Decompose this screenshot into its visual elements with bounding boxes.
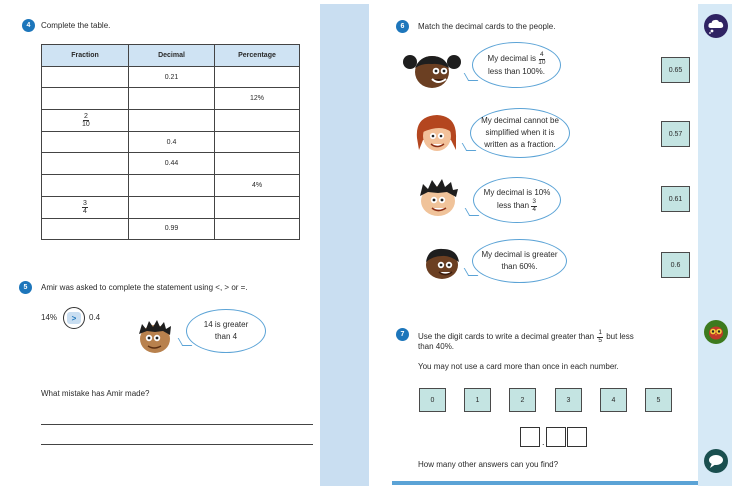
denominator: 4 (83, 207, 87, 215)
fraction-cell[interactable] (42, 110, 129, 132)
question-7-rule: You may not use a card more than once in each number. (418, 362, 619, 371)
center-divider-bar (320, 4, 369, 486)
person-3-speech-bubble (473, 177, 561, 223)
numerator: 4 (540, 51, 544, 58)
question-5-number: 5 (19, 281, 32, 294)
table-row (42, 175, 300, 197)
question-7-ask: How many other answers can you find? (418, 460, 559, 469)
decimal-card[interactable]: 0.61 (661, 186, 690, 212)
decimal-cell[interactable] (129, 196, 215, 218)
fraction-value (82, 113, 90, 128)
fraction-cell[interactable] (42, 218, 129, 240)
answer-line[interactable] (41, 444, 313, 445)
percentage-cell[interactable] (215, 218, 300, 240)
question-6-prompt: Match the decimal cards to the people. (418, 22, 556, 31)
decimal-point: . (542, 437, 545, 447)
header-fraction: Fraction (42, 45, 129, 67)
digit-card[interactable]: 0 (419, 388, 446, 412)
numerator: 3 (83, 199, 87, 207)
decimal-cell[interactable]: 0.4 (129, 131, 215, 153)
numerator: 3 (532, 198, 536, 205)
percentage-cell[interactable]: 4% (215, 175, 300, 197)
digit-card[interactable]: 1 (464, 388, 491, 412)
decimal-cell[interactable] (129, 110, 215, 132)
bubble-3-line-1: My decimal is 10% (483, 188, 551, 197)
table-header-row (42, 45, 300, 67)
fraction-value (82, 200, 88, 215)
answer-box[interactable] (520, 427, 540, 447)
owl-icon (704, 320, 728, 344)
girl-avatar (402, 50, 462, 92)
numerator: 1 (598, 329, 602, 336)
percentage-cell[interactable] (215, 66, 300, 88)
bubble-1-pre: My decimal is (487, 54, 536, 64)
thinking-cloud-icon (704, 14, 728, 38)
amir-speech-bubble (186, 309, 266, 353)
speech-bubble-icon (704, 449, 728, 473)
fraction-four-tenths (538, 52, 545, 66)
table-row (42, 88, 300, 110)
red-hair-girl-avatar (413, 110, 461, 156)
answer-box[interactable] (567, 427, 587, 447)
percentage-cell[interactable]: 12% (215, 88, 300, 110)
table-row (42, 196, 300, 218)
header-decimal: Decimal (129, 45, 215, 67)
digit-card[interactable]: 5 (645, 388, 672, 412)
right-margin-strip (698, 4, 732, 486)
comparison-symbol: > (67, 312, 81, 324)
digit-card[interactable]: 3 (555, 388, 582, 412)
answer-box[interactable] (546, 427, 566, 447)
person-2-speech-bubble (470, 108, 570, 158)
decimal-cell[interactable]: 0.99 (129, 218, 215, 240)
denominator: 4 (532, 205, 536, 213)
percentage-cell[interactable] (215, 131, 300, 153)
right-value: 0.4 (89, 313, 101, 322)
prompt-post: but less (606, 332, 634, 342)
fraction-cell[interactable] (42, 88, 129, 110)
denominator: 10 (82, 120, 90, 128)
bubble-4-line-2: than 60%. (501, 262, 538, 271)
question-4-prompt: Complete the table. (41, 21, 111, 30)
digit-card[interactable]: 4 (600, 388, 627, 412)
decimal-card[interactable]: 0.6 (661, 252, 690, 278)
percentage-cell[interactable] (215, 153, 300, 175)
fraction-table (41, 44, 300, 240)
question-7-number: 7 (396, 328, 409, 341)
question-4-number: 4 (22, 19, 35, 32)
left-value: 14% (41, 313, 58, 322)
bubble-1-post: less than 100%. (488, 67, 545, 76)
amir-avatar (133, 316, 177, 356)
bubble-2-line-3: written as a fraction. (484, 140, 556, 149)
fraction-cell[interactable] (42, 153, 129, 175)
question-5-ask: What mistake has Amir made? (41, 389, 150, 398)
fraction-three-quarters (531, 199, 537, 213)
bottom-rule (392, 481, 698, 485)
comparison-circle[interactable] (63, 307, 85, 329)
header-percentage: Percentage (215, 45, 300, 67)
fraction-cell[interactable] (42, 131, 129, 153)
numerator: 2 (83, 112, 88, 120)
table-row (42, 153, 300, 175)
bubble-4-line-1: My decimal is greater (481, 250, 558, 259)
speech-line-1: 14 is greater (203, 320, 249, 330)
question-5-prompt: Amir was asked to complete the statement using <, > or =. (41, 283, 248, 292)
decimal-card[interactable]: 0.65 (661, 57, 690, 83)
boy-avatar (413, 177, 463, 219)
percentage-cell[interactable] (215, 196, 300, 218)
decimal-cell[interactable]: 0.44 (129, 153, 215, 175)
decimal-cell[interactable]: 0.21 (129, 66, 215, 88)
bubble-2-line-1: My decimal cannot be (481, 116, 559, 125)
fraction-cell[interactable] (42, 175, 129, 197)
fraction-cell[interactable] (42, 196, 129, 218)
table-row (42, 66, 300, 88)
person-4-speech-bubble (472, 239, 567, 283)
answer-line[interactable] (41, 424, 313, 425)
denominator: 5 (598, 336, 602, 344)
question-6-number: 6 (396, 20, 409, 33)
dark-hair-boy-avatar (419, 245, 465, 281)
prompt-pre: Use the digit cards to write a decimal greater than (418, 332, 595, 342)
bubble-3-pre: less than (497, 201, 530, 211)
percentage-cell[interactable] (215, 110, 300, 132)
prompt-line-2: than 40%. (418, 342, 455, 351)
bubble-2-line-2: simplified when it is (485, 128, 555, 137)
fraction-cell[interactable] (42, 66, 129, 88)
table-row (42, 218, 300, 240)
table-row (42, 131, 300, 153)
decimal-card[interactable]: 0.57 (661, 121, 690, 147)
digit-card[interactable]: 2 (509, 388, 536, 412)
decimal-cell[interactable] (129, 88, 215, 110)
denominator: 10 (538, 58, 546, 66)
table-row (42, 110, 300, 132)
person-1-speech-bubble (472, 42, 561, 88)
speech-line-2: than 4 (214, 332, 238, 341)
fraction-one-fifth (597, 330, 603, 344)
decimal-cell[interactable] (129, 175, 215, 197)
